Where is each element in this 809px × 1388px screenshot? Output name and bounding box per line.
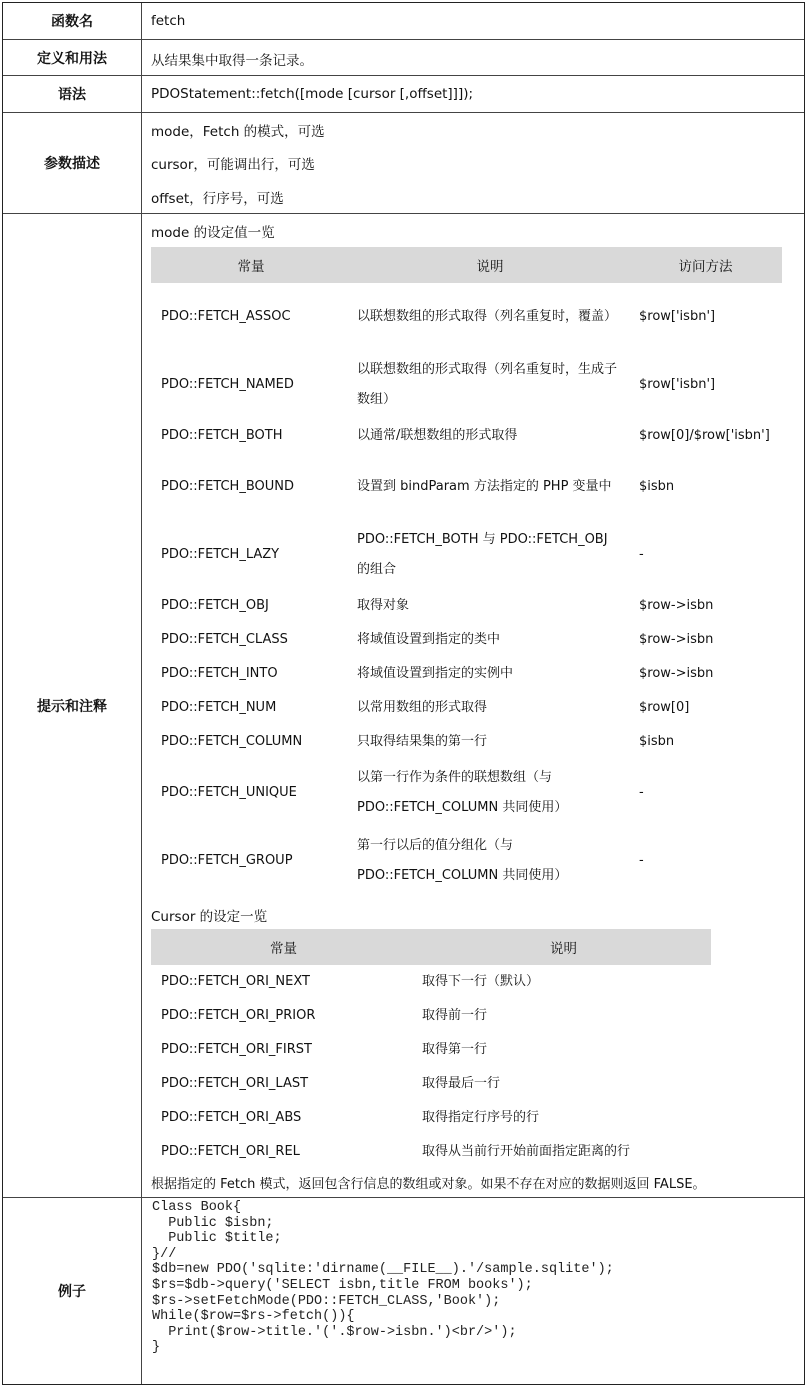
mode-access: $row->isbn	[639, 632, 714, 647]
mode-constant: PDO::FETCH_UNIQUE	[161, 785, 297, 800]
cursor-description: 取得指定行序号的行	[422, 1110, 540, 1125]
mode-description: 将域值设置到指定的类中	[357, 632, 501, 647]
mode-access: $isbn	[639, 479, 675, 494]
param-offset: offset，行序号，可选	[151, 191, 284, 207]
cursor-constant: PDO::FETCH_ORI_ABS	[161, 1110, 302, 1125]
label-function-name: 函数名	[3, 3, 142, 39]
row-definition	[3, 40, 804, 76]
cursor-constant: PDO::FETCH_ORI_REL	[161, 1144, 300, 1159]
cursor-row	[151, 1067, 711, 1101]
cursor-description: 取得第一行	[422, 1042, 488, 1057]
param-mode: mode，Fetch 的模式，可选	[151, 124, 325, 140]
mode-access: -	[639, 785, 644, 800]
mode-access: $row[0]	[639, 700, 690, 715]
mode-constant: PDO::FETCH_ASSOC	[161, 309, 291, 324]
mode-table	[151, 247, 782, 895]
definition-value: 从结果集中取得一条记录。	[151, 53, 313, 69]
mode-table-header	[151, 247, 782, 283]
cursor-row	[151, 1033, 711, 1067]
syntax-value: PDOStatement::fetch([mode [cursor [,offset]]]);	[151, 86, 474, 102]
cell-notes	[142, 214, 804, 1197]
cursor-constant: PDO::FETCH_ORI_LAST	[161, 1076, 309, 1091]
mode-access: $row[0]/$row['isbn']	[639, 428, 770, 443]
mode-constant: PDO::FETCH_BOTH	[161, 428, 283, 443]
mode-description: 只取得结果集的第一行	[357, 734, 488, 749]
mode-row	[151, 623, 782, 657]
param-cursor: cursor，可能调出行，可选	[151, 157, 315, 173]
cursor-header-constant: 常量	[151, 929, 416, 965]
mode-constant: PDO::FETCH_CLASS	[161, 632, 288, 647]
cursor-row	[151, 1135, 711, 1169]
mode-description: 以第一行作为条件的联想数组（与 PDO::FETCH_COLUMN 共同使用）	[357, 770, 568, 815]
mode-constant: PDO::FETCH_OBJ	[161, 598, 269, 613]
function-reference-table	[2, 2, 805, 1385]
mode-constant: PDO::FETCH_NUM	[161, 700, 277, 715]
cell-syntax	[142, 76, 804, 112]
mode-constant: PDO::FETCH_GROUP	[161, 853, 293, 868]
mode-header-constant: 常量	[151, 247, 351, 283]
cursor-description: 取得最后一行	[422, 1076, 501, 1091]
return-value-note: 根据指定的 Fetch 模式，返回包含行信息的数组或对象。如果不存在对应的数据则返回 FALSE。	[151, 1177, 706, 1192]
mode-row	[151, 759, 782, 827]
row-notes	[3, 214, 804, 1198]
cursor-row	[151, 965, 711, 999]
mode-access: -	[639, 547, 644, 562]
mode-description: PDO::FETCH_BOTH 与 PDO::FETCH_OBJ 的组合	[357, 532, 608, 577]
mode-constant: PDO::FETCH_BOUND	[161, 479, 295, 494]
row-function-name	[3, 3, 804, 40]
mode-row	[151, 725, 782, 759]
mode-constant: PDO::FETCH_COLUMN	[161, 734, 303, 749]
mode-access: $row['isbn']	[639, 377, 716, 392]
cursor-constant: PDO::FETCH_ORI_FIRST	[161, 1042, 312, 1057]
label-syntax: 语法	[3, 76, 142, 112]
mode-row	[151, 283, 782, 351]
mode-row	[151, 827, 782, 895]
row-example	[3, 1198, 804, 1384]
mode-constant: PDO::FETCH_INTO	[161, 666, 278, 681]
mode-access: $row->isbn	[639, 666, 714, 681]
mode-description: 以通常/联想数组的形式取得	[357, 428, 518, 443]
cursor-table-header	[151, 929, 711, 965]
cell-definition	[142, 40, 804, 75]
mode-row	[151, 351, 782, 419]
example-code: Class Book{ Public $isbn; Public $title; }// $db=new PDO('sqlite:'dirname(__FILE__).'/sample.sqlite'); $rs=$db->query('SELECT isbn,title FROM books'); $rs->setFetchMode(PDO::FETCH_CLASS,'Book'); While($row=$rs->fetch()){ Print($row->title.'('.$row->isbn.')<br/>'); }	[152, 1200, 614, 1356]
mode-description: 以联想数组的形式取得（列名重复时，覆盖）	[357, 309, 618, 324]
mode-header-access: 访问方法	[629, 247, 782, 283]
mode-description: 以联想数组的形式取得（列名重复时，生成子数组）	[357, 362, 618, 407]
label-notes: 提示和注释	[3, 214, 142, 1197]
cursor-row	[151, 999, 711, 1033]
cursor-constant: PDO::FETCH_ORI_PRIOR	[161, 1008, 316, 1023]
mode-row	[151, 453, 782, 521]
mode-access: -	[639, 853, 644, 868]
cursor-description: 取得前一行	[422, 1008, 488, 1023]
cursor-header-description: 说明	[416, 929, 711, 965]
mode-description: 取得对象	[357, 598, 410, 613]
mode-access: $row->isbn	[639, 598, 714, 613]
mode-description: 设置到 bindParam 方法指定的 PHP 变量中	[357, 479, 612, 494]
cursor-description: 取得从当前行开始前面指定距离的行	[422, 1144, 631, 1159]
cell-function-name	[142, 3, 804, 39]
cursor-table	[151, 929, 711, 1169]
cursor-constant: PDO::FETCH_ORI_NEXT	[161, 974, 310, 989]
mode-access: $row['isbn']	[639, 309, 716, 324]
cursor-table-title: Cursor 的设定一览	[151, 909, 268, 925]
mode-row	[151, 691, 782, 725]
mode-description: 以常用数组的形式取得	[357, 700, 488, 715]
mode-description: 第一行以后的值分组化（与 PDO::FETCH_COLUMN 共同使用）	[357, 838, 568, 883]
mode-constant: PDO::FETCH_NAMED	[161, 377, 294, 392]
label-definition: 定义和用法	[3, 40, 142, 75]
cursor-row	[151, 1101, 711, 1135]
label-example: 例子	[3, 1198, 142, 1384]
mode-description: 将域值设置到指定的实例中	[357, 666, 514, 681]
label-parameters: 参数描述	[3, 113, 142, 213]
mode-header-description: 说明	[351, 247, 629, 283]
row-syntax	[3, 76, 804, 113]
row-parameters	[3, 113, 804, 214]
mode-access: $isbn	[639, 734, 675, 749]
cell-example	[142, 1198, 804, 1384]
function-name-value: fetch	[151, 13, 186, 29]
mode-row	[151, 419, 782, 453]
mode-row	[151, 657, 782, 691]
cell-parameters	[142, 113, 804, 213]
mode-row	[151, 589, 782, 623]
mode-row	[151, 521, 782, 589]
cursor-description: 取得下一行（默认）	[422, 974, 540, 989]
mode-table-title: mode 的设定值一览	[151, 225, 275, 241]
mode-constant: PDO::FETCH_LAZY	[161, 547, 280, 562]
